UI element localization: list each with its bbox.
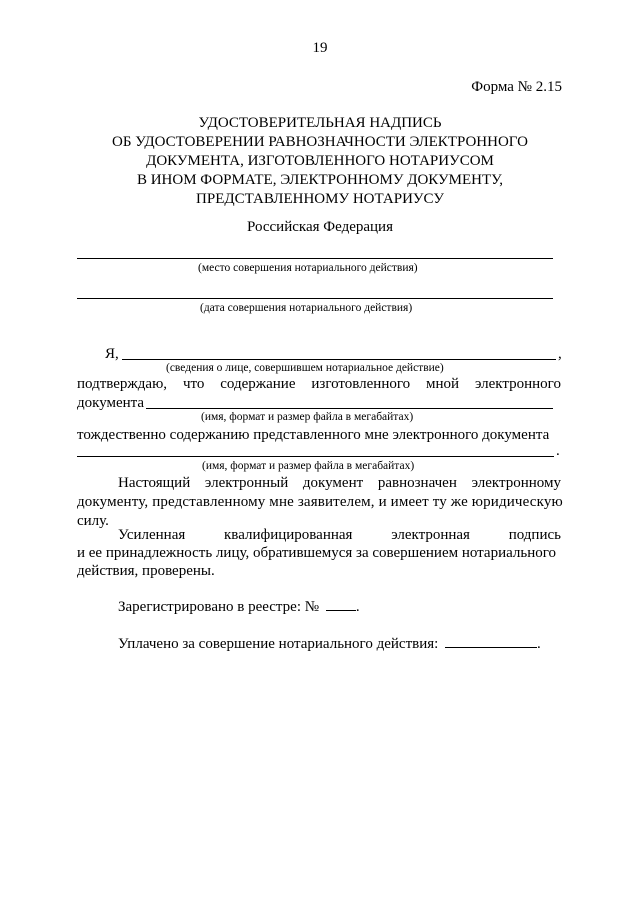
document-label: документа	[77, 395, 145, 411]
paragraph-word: Настоящий	[118, 475, 191, 491]
paragraph-word: документ	[302, 475, 364, 491]
date-field-line[interactable]	[77, 298, 553, 299]
country-label: Российская Федерация	[247, 219, 393, 235]
form-number: Форма № 2.15	[471, 79, 562, 95]
paragraph-2-line-3: действия, проверены.	[77, 563, 215, 579]
file-field-line-2[interactable]	[77, 456, 554, 457]
registry-number-field[interactable]	[326, 597, 356, 611]
paragraph-word: электронный	[204, 475, 289, 491]
title-line: В ИНОМ ФОРМАТЕ, ЭЛЕКТРОННОМУ ДОКУМЕНТУ,	[136, 172, 504, 188]
paragraph-1-line-1	[118, 475, 561, 492]
confirm-word: мной	[426, 376, 460, 392]
paragraph-word: подпись	[508, 527, 561, 543]
paid-line	[118, 634, 541, 653]
confirm-line	[77, 376, 561, 393]
person-field-line[interactable]	[122, 359, 556, 360]
paragraph-word: равнозначен	[377, 475, 457, 491]
file-caption-1: (имя, формат и размер файла в мегабайтах)	[201, 411, 414, 423]
paragraph-2-line-2: и ее принадлежность лицу, обратившемуся за совершением нотариального	[77, 545, 557, 561]
person-suffix: ,	[558, 346, 562, 362]
title-line: ПРЕДСТАВЛЕННОМУ НОТАРИУСУ	[196, 191, 444, 207]
place-caption: (место совершения нотариального действия)	[198, 262, 418, 274]
person-caption: (сведения о лице, совершившем нотариальное действие)	[166, 362, 444, 374]
place-field-line[interactable]	[77, 258, 553, 259]
paragraph-word: электронная	[391, 527, 470, 543]
paragraph-1-line-3: силу.	[77, 513, 109, 529]
identical-text: тождественно содержанию представленного мне электронного документа	[77, 427, 550, 443]
paragraph-1-line-2: документу, представленному мне заявителем, и имеет ту же юридическую	[77, 494, 563, 510]
title-line: ОБ УДОСТОВЕРЕНИИ РАВНОЗНАЧНОСТИ ЭЛЕКТРОННОГО	[112, 134, 528, 150]
paragraph-word: электронному	[471, 475, 561, 491]
confirm-word: изготовленного	[311, 376, 411, 392]
confirm-word: содержание	[220, 376, 296, 392]
confirm-word: подтверждаю,	[77, 376, 168, 392]
title-line: ДОКУМЕНТА, ИЗГОТОВЛЕННОГО НОТАРИУСОМ	[146, 153, 494, 169]
paid-label: Уплачено за совершение нотариального действия:	[118, 636, 439, 652]
registry-end: .	[355, 599, 360, 615]
end-period: .	[556, 443, 560, 459]
file-field-line-1[interactable]	[146, 408, 553, 409]
confirm-word: электронного	[474, 376, 561, 392]
paid-end: .	[537, 636, 541, 652]
date-caption: (дата совершения нотариального действия)	[200, 302, 413, 314]
paragraph-word: Усиленная	[118, 527, 186, 543]
registry-line	[118, 597, 360, 616]
page-number: 19	[312, 40, 328, 56]
title-line: УДОСТОВЕРИТЕЛЬНАЯ НАДПИСЬ	[198, 115, 442, 131]
paragraph-2-line-1	[118, 527, 561, 544]
paragraph-word: квалифицированная	[224, 527, 353, 543]
document-title	[0, 114, 640, 209]
person-prefix: Я,	[105, 346, 119, 362]
paid-amount-field[interactable]	[445, 634, 537, 648]
registry-label: Зарегистрировано в реестре: №	[118, 599, 320, 615]
confirm-word: что	[182, 376, 205, 392]
file-caption-2: (имя, формат и размер файла в мегабайтах)	[202, 460, 415, 472]
